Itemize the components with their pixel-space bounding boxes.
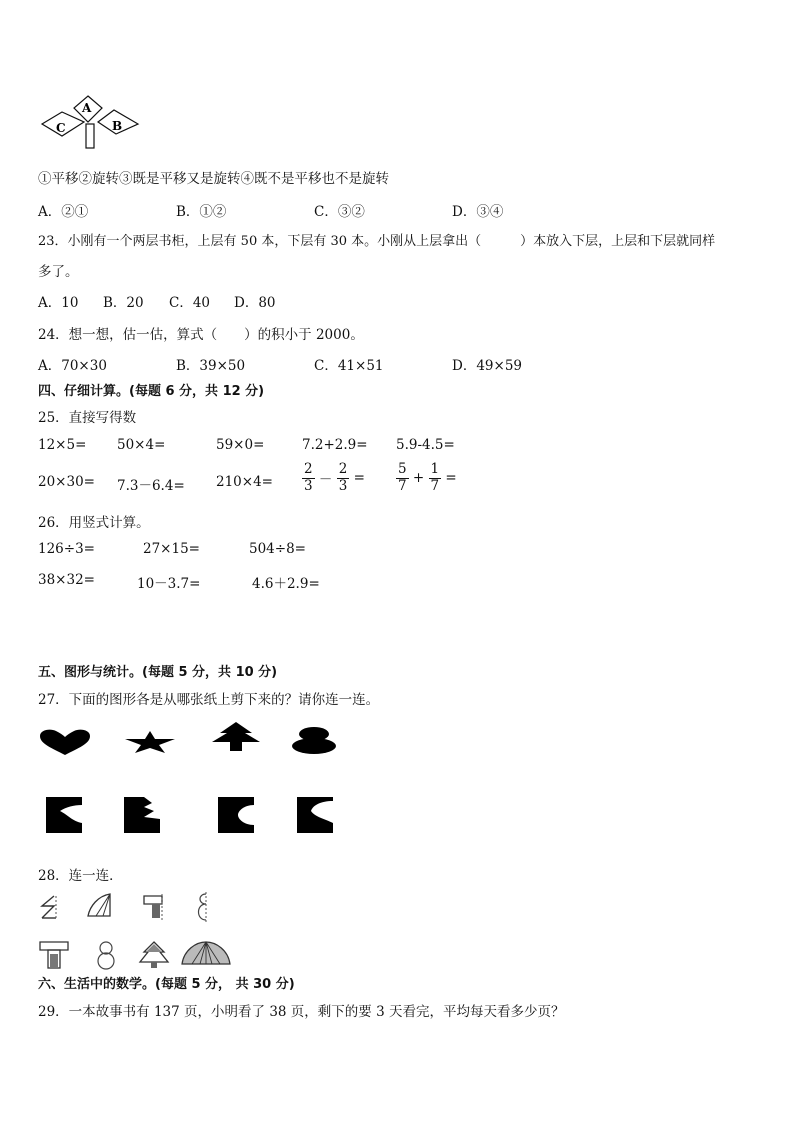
frac1-b-num: 2	[338, 461, 348, 477]
paper-3[interactable]	[218, 797, 256, 833]
frac2-a-num: 5	[398, 461, 407, 477]
q23-option-a[interactable]: A．10	[38, 295, 79, 311]
q25-stem: 25．直接写得数	[38, 410, 137, 426]
q28-stem: 28．连一连．	[38, 868, 123, 884]
q22-option-c[interactable]: C．③②	[314, 204, 365, 220]
half-snowman[interactable]	[192, 892, 212, 922]
q23-option-b[interactable]: B．20	[103, 295, 144, 311]
q26-r1-c2: 27×15=	[143, 541, 200, 557]
q27-stem: 27．下面的图形各是从哪张纸上剪下来的？请你连一连。	[38, 692, 380, 708]
frac1-a-den: 3	[304, 477, 313, 494]
full-umbrella[interactable]	[180, 940, 232, 970]
frac2-op: +	[412, 470, 425, 487]
q25-r2-c1: 20×30=	[38, 474, 95, 490]
label-b: B	[112, 119, 123, 133]
q22-option-b[interactable]: B．①②	[176, 204, 227, 220]
frac1-a-num: 2	[304, 461, 313, 477]
half-zigzag[interactable]	[40, 894, 62, 920]
heart-shape[interactable]	[38, 728, 92, 756]
q24-option-d[interactable]: D．49×59	[452, 358, 522, 374]
frac2-b-den: 7	[430, 477, 440, 494]
q26-r2-c2: 10－3.7=	[137, 576, 201, 592]
q29-stem: 29．一本故事书有 137 页，小明看了 38 页，剩下的要 3 天看完，平均每天看多少页？	[38, 1004, 565, 1020]
q25-r1-c1: 12×5=	[38, 437, 87, 453]
q23-option-d[interactable]: D．80	[234, 295, 276, 311]
q25-r2-c2: 7.3－6.4=	[117, 478, 185, 494]
rotation-figure	[38, 92, 148, 154]
q26-r1-c1: 126÷3=	[38, 541, 95, 557]
q25-r1-c3: 59×0=	[216, 437, 265, 453]
paper-2[interactable]	[124, 797, 162, 833]
q23-stem-line1: 23．小刚有一个两层书柜，上层有 50 本，下层有 30 本。小刚从上层拿出（ ）本放入下层，上层和下层就同样	[38, 234, 716, 249]
frac1-eq: =	[353, 470, 365, 487]
full-snowman[interactable]	[94, 940, 118, 970]
section4-title: 四、仔细计算。(每题 6 分，共 12 分)	[38, 384, 265, 399]
stick	[86, 124, 94, 148]
q25-r1-c2: 50×4=	[117, 437, 166, 453]
full-tree[interactable]	[138, 940, 170, 970]
q25-r1-c4: 7.2+2.9=	[302, 437, 368, 453]
frac1-b-den: 3	[338, 477, 348, 494]
section5-title: 五、图形与统计。(每题 5 分，共 10 分)	[38, 665, 278, 680]
tree-shape[interactable]	[208, 722, 264, 752]
paper-1[interactable]	[46, 797, 84, 833]
paper-4[interactable]	[297, 797, 335, 833]
frac1-op: －	[318, 472, 333, 489]
q23-option-c[interactable]: C．40	[169, 295, 211, 311]
q25-r2-c3: 210×4=	[216, 474, 273, 490]
q22-choices-line: ①平移②旋转③既是平移又是旋转④既不是平移也不是旋转	[38, 171, 389, 187]
q25-fraction-expr-2	[396, 462, 457, 494]
frac2-a-den: 7	[398, 477, 407, 494]
snowman-shape[interactable]	[290, 726, 338, 754]
label-a: A	[82, 101, 92, 115]
q24-option-a[interactable]: A．70×30	[38, 358, 107, 374]
q24-stem: 24．想一想，估一估，算式（ ）的积小于 2000。	[38, 327, 364, 343]
q26-r2-c1: 38×32=	[38, 572, 95, 588]
q26-stem: 26．用竖式计算。	[38, 515, 150, 531]
half-umbrella[interactable]	[86, 892, 114, 920]
q24-option-b[interactable]: B．39×50	[176, 358, 246, 374]
full-house[interactable]	[38, 940, 70, 970]
q24-option-c[interactable]: C．41×51	[314, 358, 384, 374]
half-house[interactable]	[142, 892, 166, 922]
star-shape[interactable]	[124, 730, 176, 754]
q26-r2-c3: 4.6＋2.9=	[252, 576, 320, 592]
q25-r1-c5: 5.9-4.5=	[396, 437, 455, 453]
q22-option-a[interactable]: A．②①	[38, 204, 89, 220]
section6-title: 六、生活中的数学。(每题 5 分， 共 30 分)	[38, 977, 295, 992]
q26-r1-c3: 504÷8=	[249, 541, 306, 557]
q22-option-d[interactable]: D．③④	[452, 204, 504, 220]
q23-stem-line2: 多了。	[38, 264, 79, 280]
frac2-eq: =	[445, 470, 457, 487]
label-c: C	[56, 121, 66, 135]
q25-fraction-expr-1	[302, 462, 365, 494]
frac2-b-num: 1	[430, 461, 440, 477]
